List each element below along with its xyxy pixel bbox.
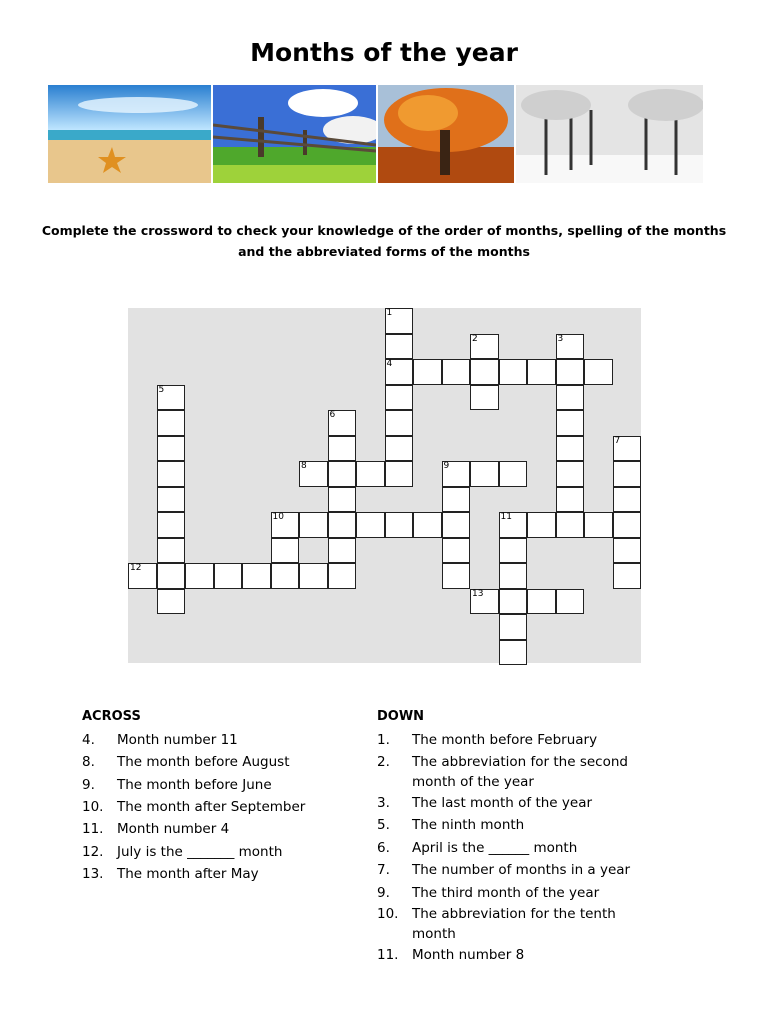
crossword-cell[interactable]: [185, 563, 214, 589]
crossword-cell[interactable]: [328, 461, 357, 487]
crossword-cell[interactable]: [157, 487, 186, 513]
crossword-cell[interactable]: [556, 461, 585, 487]
crossword-cell[interactable]: [157, 538, 186, 564]
clue-number: 3.: [377, 795, 390, 811]
autumn-tree-photo: [378, 85, 514, 183]
crossword-clue-number: 10: [272, 512, 284, 522]
crossword-clue-number: 6: [329, 410, 336, 420]
crossword-cell[interactable]: [328, 563, 357, 589]
clue-number: 10.: [377, 906, 399, 922]
clue-text: Month number 4: [117, 821, 230, 837]
crossword-cell[interactable]: [328, 436, 357, 462]
clue-text: The month before June: [117, 777, 272, 793]
clue-number: 8.: [82, 754, 95, 770]
crossword-clue-number: 9: [443, 461, 450, 471]
crossword-cell[interactable]: [385, 436, 414, 462]
crossword-cell-4[interactable]: [385, 359, 414, 385]
crossword-cell[interactable]: [499, 461, 528, 487]
clue-text: The month before August: [117, 754, 290, 770]
crossword-cell[interactable]: [499, 538, 528, 564]
clue-number: 11.: [377, 947, 399, 963]
crossword-cell[interactable]: [470, 385, 499, 411]
crossword-cell[interactable]: [556, 512, 585, 538]
clue-number: 10.: [82, 799, 104, 815]
crossword-clue-number: 11: [500, 512, 512, 522]
crossword-cell[interactable]: [157, 436, 186, 462]
crossword-cell[interactable]: [556, 487, 585, 513]
crossword-cell[interactable]: [328, 487, 357, 513]
crossword-cell[interactable]: [499, 614, 528, 640]
crossword-cell-2[interactable]: [470, 334, 499, 360]
crossword-cell[interactable]: [499, 589, 528, 615]
beach-starfish-photo: [48, 85, 211, 183]
crossword-cell[interactable]: [385, 334, 414, 360]
crossword-cell[interactable]: [556, 385, 585, 411]
clue-number: 4.: [82, 732, 95, 748]
winter-snow-trees-photo: [516, 85, 703, 183]
clue-number: 9.: [377, 885, 390, 901]
spring-fence-field-photo: [213, 85, 376, 183]
clue-text: The abbreviation for the second month of the year: [412, 754, 628, 790]
crossword-cell[interactable]: [613, 487, 642, 513]
crossword-cell[interactable]: [470, 359, 499, 385]
crossword-cell[interactable]: [584, 359, 613, 385]
clue-text: The month after September: [117, 799, 306, 815]
clue-text: The number of months in a year: [412, 862, 631, 878]
crossword-clue-number: 12: [130, 563, 142, 573]
crossword-cell[interactable]: [499, 563, 528, 589]
crossword-cell[interactable]: [214, 563, 243, 589]
crossword-cell-3[interactable]: [556, 334, 585, 360]
crossword-clue-number: 4: [386, 359, 393, 369]
clue-text: April is the ______ month: [412, 840, 578, 856]
crossword-clue-number: 13: [472, 588, 484, 599]
instructions: [40, 220, 728, 262]
crossword-cell[interactable]: [413, 359, 442, 385]
instructions-line-1: Complete the crossword to check your knowledge of the order of months, spelling of the months: [41, 223, 727, 238]
crossword-cell[interactable]: [271, 563, 300, 589]
crossword-cell-12[interactable]: [128, 563, 157, 589]
crossword-cell-8[interactable]: [299, 461, 328, 487]
crossword-cell[interactable]: [584, 512, 613, 538]
clue-text: The ninth month: [412, 817, 525, 833]
crossword-cell-10[interactable]: [271, 512, 300, 538]
crossword-cell[interactable]: [413, 512, 442, 538]
clue-number: 13.: [82, 866, 104, 882]
crossword-cell[interactable]: [613, 461, 642, 487]
crossword-cell[interactable]: [499, 359, 528, 385]
page-title: Months of the year: [250, 38, 518, 67]
crossword-cell[interactable]: [271, 538, 300, 564]
crossword-cell[interactable]: [157, 563, 186, 589]
down-heading: DOWN: [377, 709, 425, 724]
crossword-cell[interactable]: [299, 563, 328, 589]
crossword-cell[interactable]: [442, 487, 471, 513]
clue-number: 5.: [377, 817, 390, 833]
clue-text: The third month of the year: [412, 885, 600, 901]
clue-text: Month number 11: [117, 732, 238, 748]
crossword-cell[interactable]: [556, 410, 585, 436]
crossword-cell[interactable]: [527, 589, 556, 615]
crossword-cell-5[interactable]: [157, 385, 186, 411]
crossword-cell[interactable]: [470, 461, 499, 487]
across-heading: ACROSS: [82, 709, 141, 724]
crossword-cell[interactable]: [385, 410, 414, 436]
clue-text: The abbreviation for the tenth month: [412, 906, 616, 942]
crossword-cell-11[interactable]: [499, 512, 528, 538]
crossword-cell[interactable]: [385, 461, 414, 487]
crossword-cell[interactable]: [499, 640, 528, 666]
crossword-cell-7[interactable]: [613, 436, 642, 462]
clue-number: 6.: [377, 840, 390, 856]
crossword-cell[interactable]: [385, 385, 414, 411]
crossword-cell[interactable]: [328, 512, 357, 538]
crossword-cell[interactable]: [299, 512, 328, 538]
crossword-cell[interactable]: [157, 589, 186, 615]
crossword-cell[interactable]: [442, 512, 471, 538]
crossword-clue-number: 8: [301, 461, 307, 471]
crossword-cell[interactable]: [385, 512, 414, 538]
crossword-cell[interactable]: [157, 512, 186, 538]
clue-text: Month number 8: [412, 947, 525, 963]
crossword-cell[interactable]: [442, 563, 471, 589]
crossword-cell[interactable]: [556, 436, 585, 462]
crossword-clue-number: 2: [472, 333, 478, 344]
crossword-clue-number: 5: [158, 384, 165, 395]
crossword-cell[interactable]: [527, 512, 556, 538]
crossword-cell[interactable]: [242, 563, 271, 589]
clue-number: 1.: [377, 732, 390, 748]
crossword-cell[interactable]: [556, 589, 585, 615]
crossword-cell[interactable]: [157, 461, 186, 487]
crossword-cell[interactable]: [356, 512, 385, 538]
crossword-cell[interactable]: [328, 538, 357, 564]
clue-number: 2.: [377, 754, 390, 770]
clue-text: The month before February: [412, 732, 598, 748]
crossword-clue-number: 1: [386, 308, 393, 318]
crossword-cell-9[interactable]: [442, 461, 471, 487]
instructions-line-2: and the abbreviated forms of the months: [238, 244, 530, 259]
crossword-cell[interactable]: [613, 512, 642, 538]
crossword-cell-1[interactable]: [385, 308, 414, 334]
crossword-cell[interactable]: [556, 359, 585, 385]
crossword-cell[interactable]: [356, 461, 385, 487]
clue-number: 9.: [82, 777, 95, 793]
crossword-clue-number: 3: [557, 333, 564, 344]
clue-text: The last month of the year: [412, 795, 593, 811]
clue-text: The month after May: [117, 866, 259, 882]
crossword-cell[interactable]: [442, 538, 471, 564]
clue-text: July is the _______ month: [117, 844, 283, 860]
clue-number: 11.: [82, 821, 104, 837]
crossword-cell[interactable]: [442, 359, 471, 385]
clue-number: 7.: [377, 862, 390, 878]
crossword-cell-13[interactable]: [470, 589, 499, 615]
crossword-cell-6[interactable]: [328, 410, 357, 436]
crossword-cell[interactable]: [527, 359, 556, 385]
crossword-clue-number: 7: [614, 435, 621, 446]
clue-number: 12.: [82, 844, 104, 860]
crossword-cell[interactable]: [157, 410, 186, 436]
crossword-cell[interactable]: [613, 538, 642, 564]
crossword-cell[interactable]: [613, 563, 642, 589]
